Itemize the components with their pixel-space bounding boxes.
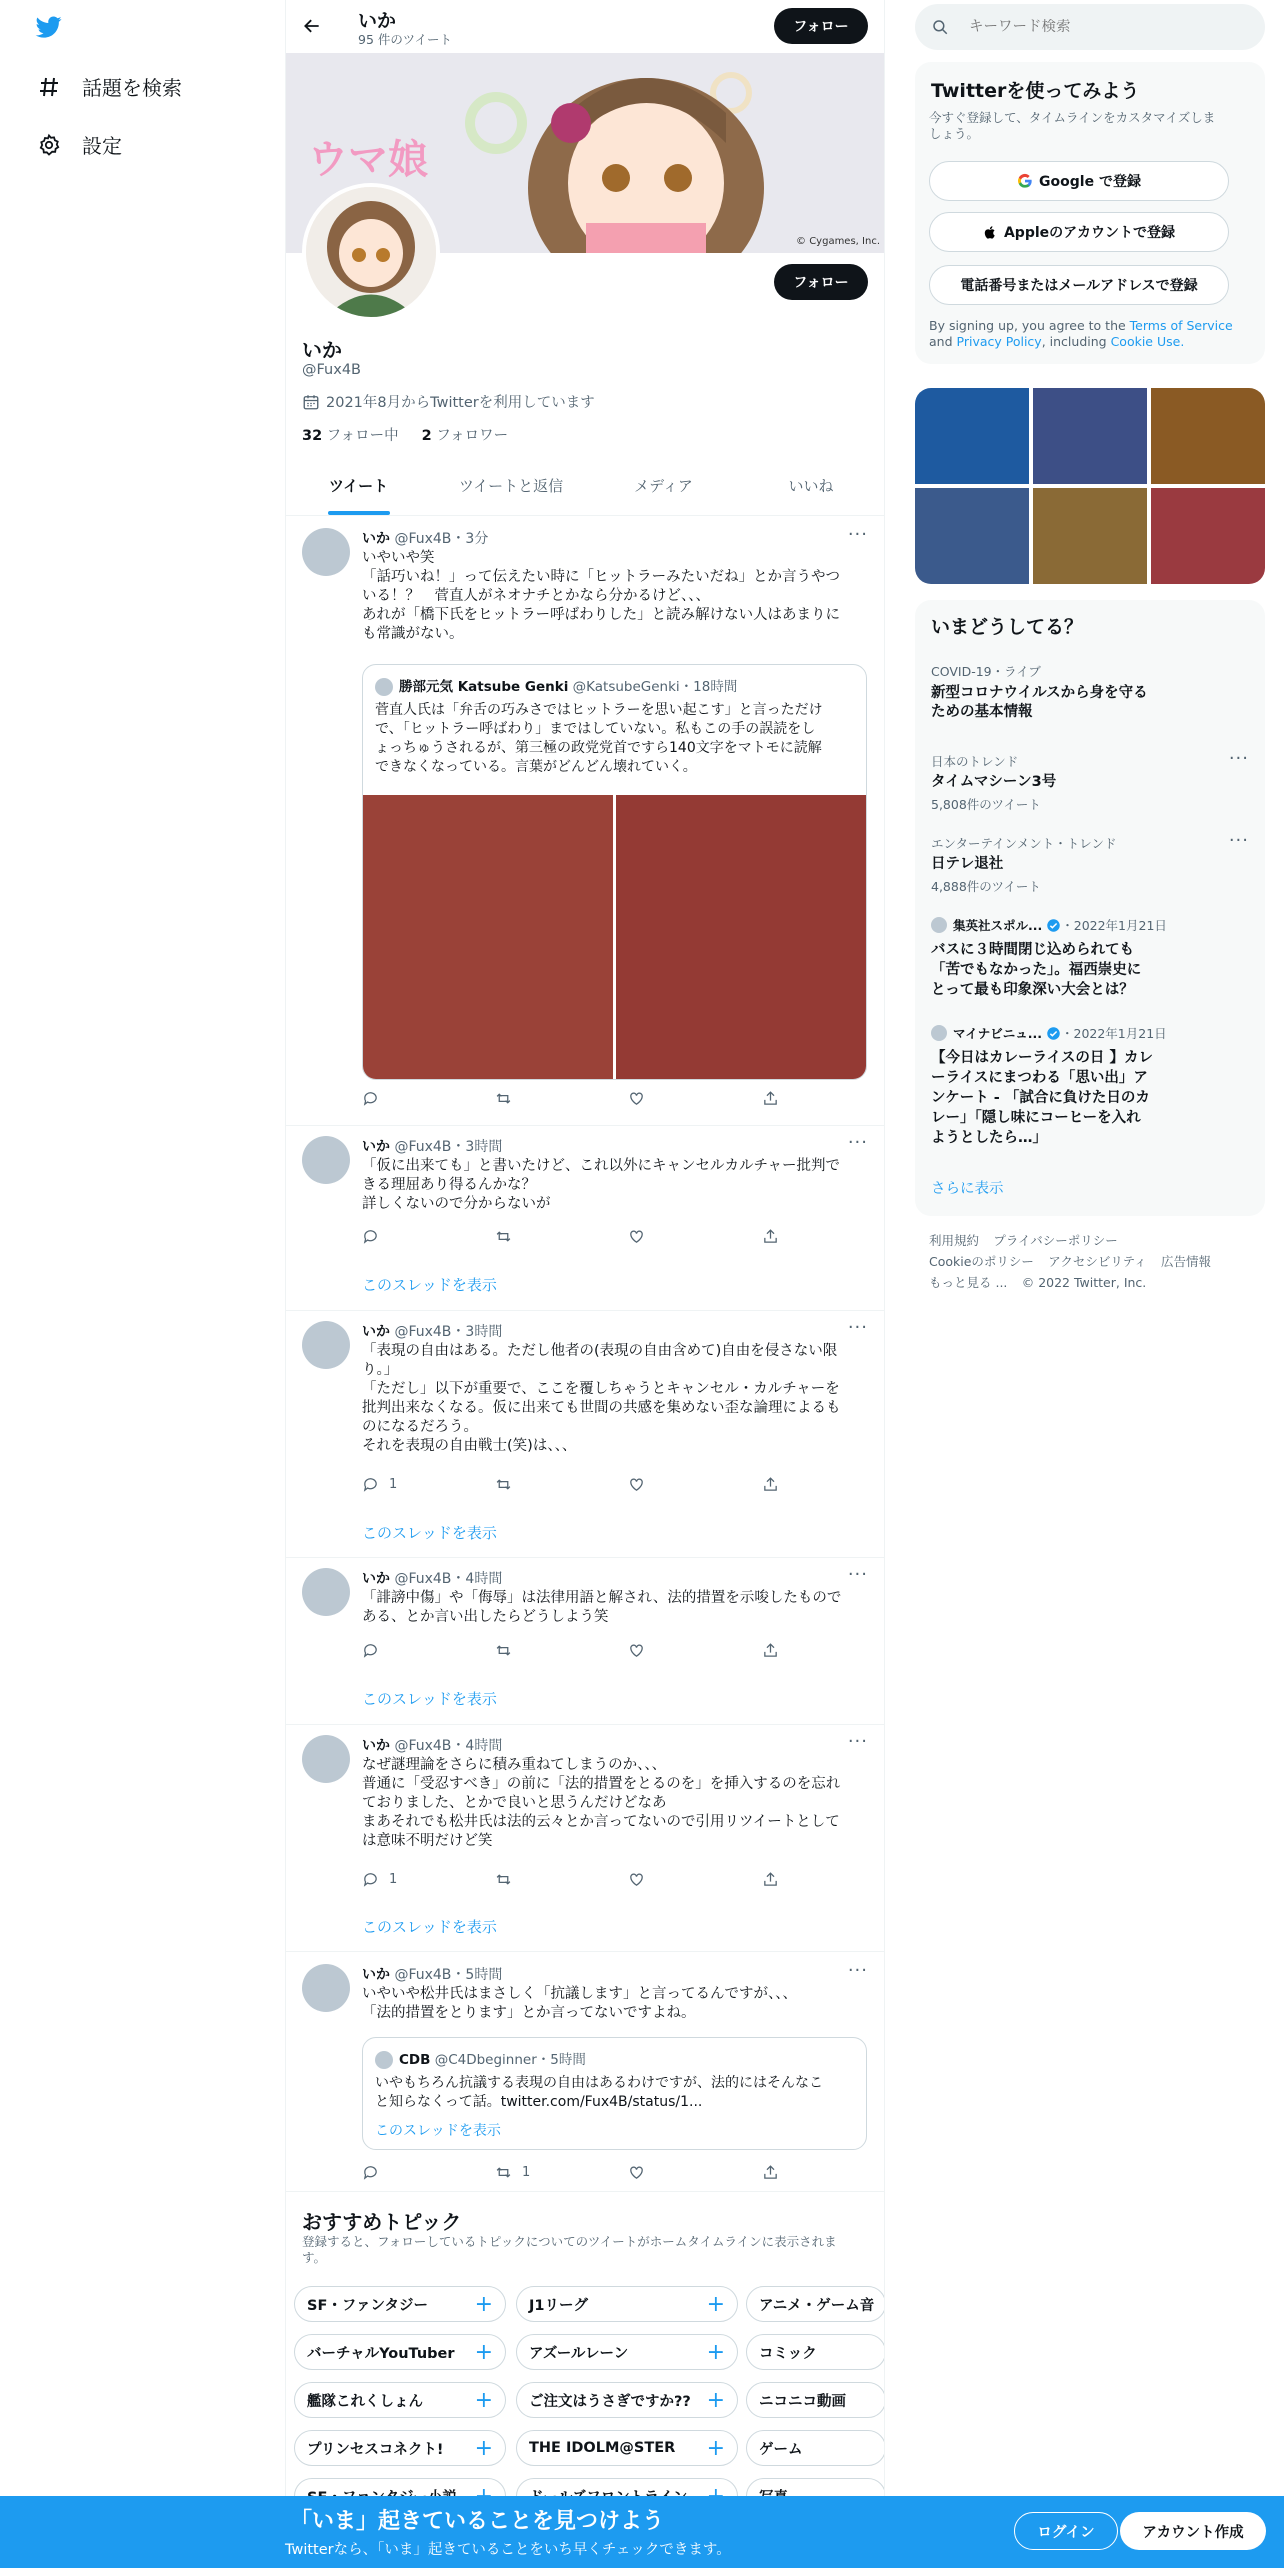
tweet-text: 「表現の自由はある。ただし他者の(表現の自由含めて)自由を侵さない限 り。」 「ただし」以下が重要で、ここを覆しちゃうとキャンセル・カルチャーを 批判出来なくなる。仮に出来ても世間の共感を集めない歪な論理によるも のになるだろう。 それを表現の自由戦士(笑)は、、、	[362, 1343, 841, 1454]
news-source-avatar	[931, 1025, 947, 1041]
tweet-header	[362, 1321, 502, 1341]
trend-title: タイムマシーン3号	[931, 774, 1057, 790]
apple-icon	[983, 225, 998, 240]
tab-tweets-label: ツイート	[328, 476, 389, 495]
plus-icon[interactable]: +	[474, 2339, 493, 2365]
reply-button[interactable]	[362, 1476, 397, 1493]
media-thumbnail[interactable]	[915, 488, 1029, 584]
topic-chip[interactable]	[516, 2334, 738, 2370]
tweet-author-name[interactable]: いか	[362, 1967, 390, 1983]
more-icon[interactable]: ···	[847, 1132, 868, 1153]
nav-settings[interactable]	[36, 130, 122, 159]
topic-label: アニメ・ゲーム音	[759, 2297, 875, 2314]
trend-title: 新型コロナウイルスから身を守る ための基本情報	[931, 685, 1148, 720]
following-label: フォロー中	[326, 428, 399, 444]
like-button[interactable]	[628, 2164, 655, 2181]
profile-avatar[interactable]	[302, 183, 440, 321]
trend-item[interactable]	[931, 662, 1251, 722]
tweet-avatar[interactable]	[302, 528, 350, 576]
topic-chip[interactable]	[746, 2286, 885, 2322]
like-button[interactable]	[628, 1642, 655, 1659]
share-icon	[762, 1476, 779, 1493]
topic-label: 艦隊これくしょん	[307, 2393, 423, 2410]
trend-more-icon[interactable]: ···	[1228, 830, 1249, 851]
tweet-avatar[interactable]	[302, 1735, 350, 1783]
footer-more-link[interactable]: もっと見る ...	[929, 1275, 1008, 1290]
share-icon	[762, 1871, 779, 1888]
news-title: バスに３時間閉じ込められても 「苦でもなかった」。福西崇史に とって最も印象深い大会とは？	[931, 942, 1142, 998]
tab-tweets-replies-label: ツイートと返信	[458, 476, 564, 495]
tweet-actions	[362, 1871, 802, 1891]
apple-signup-button[interactable]	[929, 212, 1229, 252]
plus-icon[interactable]: +	[474, 2387, 493, 2413]
trend-meta: COVID-19・ライブ	[931, 664, 1041, 679]
show-thread-link[interactable]: このスレッドを表示	[362, 1690, 497, 1708]
news-source-line	[931, 916, 1251, 934]
reply-button[interactable]	[362, 2164, 389, 2181]
reply-button[interactable]	[362, 1642, 389, 1659]
footer-copyright: © 2022 Twitter, Inc.	[1021, 1275, 1147, 1290]
tweet[interactable]	[286, 516, 885, 1126]
nav-settings-label: 設定	[82, 134, 122, 158]
retweet-button[interactable]	[495, 1642, 522, 1659]
quote-header	[375, 2048, 586, 2069]
reply-icon	[362, 1090, 379, 1107]
footer-privacy-link[interactable]: プライバシーポリシー	[993, 1233, 1118, 1248]
topic-label: ご注文はうさぎですか??	[529, 2393, 691, 2410]
more-icon[interactable]: ···	[847, 1564, 868, 1585]
topic-label: ゲーム	[759, 2441, 803, 2458]
signup-card	[915, 62, 1265, 364]
tweet-author-name[interactable]: いか	[362, 1324, 390, 1340]
header-follow-button[interactable]: フォロー	[774, 8, 868, 44]
quote-author-name: CDB	[399, 2052, 431, 2068]
retweet-count: 1	[522, 2165, 531, 2180]
tweet-actions	[362, 1228, 802, 1248]
trend-meta: エンターテインメント・トレンド	[931, 836, 1117, 851]
banner-signup-button[interactable]: アカウント作成	[1120, 2512, 1266, 2550]
reply-icon	[362, 1871, 379, 1888]
more-icon[interactable]: ···	[847, 1317, 868, 1338]
reply-icon	[362, 1228, 379, 1245]
topic-label: J1リーグ	[529, 2297, 588, 2314]
media-thumbnail[interactable]	[1033, 388, 1147, 484]
footer-line	[929, 1272, 1259, 1293]
tweet-actions	[362, 1090, 802, 1110]
topic-chip[interactable]	[746, 2430, 885, 2466]
quote-avatar	[375, 678, 393, 696]
calendar-icon	[302, 393, 320, 411]
topics-title: おすすめトピック	[302, 2210, 462, 2234]
quote-header	[375, 675, 737, 696]
trend-item[interactable]	[931, 834, 1251, 895]
banner-title: 「いま」起きていることを見つけよう	[290, 2509, 665, 2534]
nav-explore-label: 話題を検索	[82, 76, 182, 100]
more-icon[interactable]: ···	[847, 524, 868, 545]
news-date: ・2022年1月21日	[1061, 918, 1167, 933]
tweet[interactable]	[286, 1558, 885, 1725]
search-box[interactable]	[915, 4, 1265, 50]
trends-card	[915, 600, 1265, 1216]
tweet-meta: @Fux4B・4時間	[394, 1738, 503, 1754]
reply-button[interactable]	[362, 1228, 389, 1245]
news-title: 【今日はカレーライスの日 】カレ ーライスにまつわる「思い出」ア ンケート - 「試合に負けた日のカ レー」「隠し味にコーヒーを入れ ようとしたら…」	[931, 1050, 1153, 1146]
plus-icon[interactable]: +	[474, 2435, 493, 2461]
verified-icon	[1046, 918, 1061, 933]
tweet-header	[362, 1735, 502, 1755]
tab-media-label: メディア	[634, 476, 693, 495]
footer-accessibility-link[interactable]: アクセシビリティ	[1048, 1254, 1147, 1269]
media-thumbnail[interactable]	[1033, 488, 1147, 584]
verified-icon	[1046, 1026, 1061, 1041]
tweet-author-name[interactable]: いか	[362, 531, 390, 547]
back-arrow-icon[interactable]	[302, 16, 324, 38]
topic-chip[interactable]	[516, 2286, 738, 2322]
trend-more-icon[interactable]: ···	[1228, 748, 1249, 769]
tweet-header	[362, 1568, 502, 1588]
profile-name: いか	[302, 338, 342, 362]
news-source-line	[931, 1024, 1251, 1042]
tweet-avatar[interactable]	[302, 1964, 350, 2012]
profile-follow-button[interactable]: フォロー	[774, 264, 868, 300]
tab-tweets[interactable]	[286, 455, 431, 515]
share-button[interactable]	[762, 2164, 789, 2181]
tweet-meta: @Fux4B・3時間	[394, 1324, 503, 1340]
like-button[interactable]	[628, 1228, 655, 1245]
quote-author-name: 勝部元気 Katsube Genki	[399, 679, 569, 695]
google-signup-label: Google で登録	[1039, 174, 1141, 190]
retweet-icon	[495, 1642, 512, 1659]
quote-image-right[interactable]	[616, 795, 867, 1080]
share-button[interactable]	[762, 1642, 789, 1659]
tweet-text: 「仮に出来ても」と書いたけど、これ以外にキャンセルカルチャー批判で きる理屈あり得るんかな？ 詳しくないので分からないが	[362, 1158, 841, 1212]
topic-chip[interactable]	[516, 2430, 738, 2466]
topic-label: THE IDOLM@STER	[529, 2440, 676, 2456]
terms-and: and	[929, 334, 953, 349]
topic-chip[interactable]	[294, 2334, 506, 2370]
topics-subtitle: 登録すると、フォローしているトピックについてのツイートがホームタイムラインに表示されま す。	[302, 2234, 837, 2265]
reply-button[interactable]	[362, 1871, 397, 1888]
tweet-author-name[interactable]: いか	[362, 1139, 390, 1155]
reply-button[interactable]	[362, 1090, 389, 1107]
plus-icon[interactable]: +	[706, 2435, 725, 2461]
banner-subtitle: Twitterなら、「いま」起きていることをいち早くチェックできます。	[285, 2542, 731, 2558]
terms-including: , including	[1041, 334, 1111, 349]
quote-text: いやもちろん抗議する表現の自由はあるわけですが、法的にはそんなこ と知らなくって話。twitter.com/Fux4B/status/1...	[375, 2075, 823, 2110]
plus-icon[interactable]: +	[474, 2291, 493, 2317]
profile-follow-counts	[302, 424, 508, 445]
quote-meta: @KatsubeGenki・18時間	[572, 679, 738, 695]
heart-icon	[628, 1476, 645, 1493]
like-button[interactable]	[628, 1871, 655, 1888]
news-date: ・2022年1月21日	[1061, 1026, 1167, 1041]
topic-chip[interactable]	[294, 2286, 506, 2322]
tweet-avatar[interactable]	[302, 1321, 350, 1369]
signup-title: Twitterを使ってみよう	[931, 80, 1140, 102]
topic-label: バーチャルYouTuber	[307, 2345, 455, 2362]
nav-explore[interactable]	[36, 72, 182, 101]
trend-meta: 日本のトレンド	[931, 754, 1019, 769]
retweet-button[interactable]	[495, 1871, 522, 1888]
profile-handle: @Fux4B	[302, 362, 361, 378]
trend-item[interactable]	[931, 752, 1251, 813]
tweet[interactable]	[286, 1725, 885, 1952]
share-button[interactable]	[762, 1476, 789, 1493]
profile-joined-text: 2021年8月からTwitterを利用しています	[326, 395, 595, 411]
gear-icon	[36, 132, 62, 158]
retweet-button[interactable]	[495, 1228, 522, 1245]
show-thread-link[interactable]: このスレッドを表示	[362, 1524, 497, 1542]
footer-cookie-link[interactable]: Cookieのポリシー	[929, 1254, 1034, 1269]
trend-count: 5,808件のツイート	[931, 797, 1041, 812]
news-source-avatar	[931, 917, 947, 933]
followers-label: フォロワー	[436, 428, 509, 444]
footer-ads-link[interactable]: 広告情報	[1160, 1254, 1211, 1269]
tweet-text: なぜ謎理論をさらに積み重ねてしまうのか、、、 普通に「受忍すべき」の前に「法的措置をとるのを」を挿入するのを忘れ ておりました、とかで良いと思うんだけどなあ まあそれでも松井氏は法的云々とか言ってないので引用リツイートとして は意味不明だけど笑	[362, 1757, 841, 1849]
phone-email-signup-button[interactable]: 電話番号またはメールアドレスで登録	[929, 265, 1229, 305]
retweet-button[interactable]	[495, 2164, 530, 2181]
news-item[interactable]	[931, 1024, 1251, 1148]
heart-icon	[628, 1090, 645, 1107]
tweet-text: 「誹謗中傷」や「侮辱」は法律用語と解され、法的措置を示唆したもので ある、とか言い出したらどうしよう笑	[362, 1590, 842, 1625]
tweet-text: いやいや松井氏はまさしく「抗議します」と言ってるんですが、、、 「法的措置をとります」とか言ってないですよね。	[362, 1986, 797, 2021]
topic-label: アズールレーン	[529, 2345, 629, 2362]
footer-terms-link[interactable]: 利用規約	[929, 1233, 980, 1248]
topic-chip[interactable]	[516, 2382, 738, 2418]
tweet-header	[362, 528, 488, 548]
retweet-icon	[495, 2164, 512, 2181]
apple-signup-label: Appleのアカウントで登録	[1003, 225, 1176, 241]
like-button[interactable]	[628, 1090, 655, 1107]
reply-icon	[362, 2164, 379, 2181]
followers-link[interactable]	[422, 428, 508, 444]
trends-title: いまどうしてる？	[931, 616, 1084, 638]
tab-likes[interactable]	[736, 455, 885, 515]
tweet-meta: @Fux4B・5時間	[394, 1967, 503, 1983]
media-thumbnail[interactable]	[1151, 488, 1265, 584]
following-count: 32	[302, 428, 323, 444]
media-grid	[915, 388, 1265, 584]
hashtag-icon	[36, 74, 62, 100]
quote-show-thread-link[interactable]: このスレッドを表示	[375, 2123, 501, 2139]
profile-header	[286, 0, 885, 53]
share-icon	[762, 2164, 779, 2181]
topic-label: ニコニコ動画	[759, 2393, 846, 2410]
footer	[929, 1230, 1259, 1293]
share-icon	[762, 1642, 779, 1659]
followers-count: 2	[421, 428, 432, 444]
share-button[interactable]	[762, 1228, 789, 1245]
show-thread-link[interactable]: このスレッドを表示	[362, 1276, 497, 1294]
heart-icon	[628, 1228, 645, 1245]
topic-chip[interactable]	[294, 2430, 506, 2466]
twitter-logo[interactable]	[34, 14, 64, 40]
quote-text: 菅直人氏は「弁舌の巧みさではヒットラーを思い起こす」と言っただけ で、「ヒットラー呼ばわり」まではしていない。私もこの手の誤読をし ょっちゅうされるが、第三極の政党党首ですら140文字をマトモに読解 できなくなっている。言葉がどんどん壊れていく。	[375, 702, 823, 775]
tweet-actions	[362, 1476, 802, 1496]
quote-meta: @C4Dbeginner・5時間	[434, 2052, 586, 2068]
heart-icon	[628, 1871, 645, 1888]
profile-joined	[302, 391, 595, 412]
reply-icon	[362, 1476, 379, 1493]
news-source: 集英社スポル...	[953, 918, 1043, 933]
terms-prefix: By signing up, you agree to the	[929, 318, 1130, 333]
media-thumbnail[interactable]	[915, 388, 1029, 484]
google-icon	[1017, 173, 1033, 189]
tweet-avatar[interactable]	[302, 1568, 350, 1616]
plus-icon[interactable]: +	[706, 2387, 725, 2413]
heart-icon	[628, 1642, 645, 1659]
tab-likes-label: いいね	[788, 476, 834, 495]
tweet-header	[362, 1136, 502, 1156]
trend-count: 4,888件のツイート	[931, 879, 1041, 894]
share-icon	[762, 1090, 779, 1107]
plus-icon[interactable]: +	[706, 2339, 725, 2365]
tab-media[interactable]	[591, 455, 736, 515]
retweet-button[interactable]	[495, 1476, 522, 1493]
tweet-avatar[interactable]	[302, 1136, 350, 1184]
search-input[interactable]	[969, 19, 1239, 35]
heart-icon	[628, 2164, 645, 2181]
reply-count: 1	[389, 1477, 398, 1492]
share-button[interactable]	[762, 1090, 789, 1107]
topic-chip[interactable]	[294, 2382, 506, 2418]
quote-image-left[interactable]	[363, 795, 613, 1080]
terms-link[interactable]: Terms of Service	[1129, 318, 1233, 333]
tweet-meta: @Fux4B・3分	[394, 531, 489, 547]
header-name: いか	[358, 10, 397, 32]
main-column	[285, 0, 885, 2568]
tweet-author-name[interactable]: いか	[362, 1571, 390, 1587]
topic-chip[interactable]	[746, 2382, 885, 2418]
tweet[interactable]	[286, 1311, 885, 1558]
topic-label: SF・ファンタジー	[307, 2297, 428, 2314]
show-thread-link[interactable]: このスレッドを表示	[362, 1918, 497, 1936]
tab-tweets-replies[interactable]	[431, 455, 591, 515]
banner-credit: © Cygames, Inc.	[796, 236, 880, 247]
tweet-text: いやいや笑 「話巧いね！」って伝えたい時に「ヒットラーみたいだね」とか言うやつ いる！？ 菅直人がネオナチとかなら分かるけど、、、 あれが「橋下氏をヒットラー呼ばわりした」と読み解けない人はあまりに も常識がない。	[362, 550, 841, 642]
google-signup-button[interactable]	[929, 161, 1229, 201]
trends-show-more[interactable]: さらに表示	[931, 1181, 1004, 1197]
right-column	[915, 0, 1265, 2568]
trend-title: 日テレ退社	[931, 856, 1004, 872]
search-icon	[931, 18, 949, 36]
signup-banner	[0, 2496, 1284, 2568]
header-tweet-count: 95 件のツイート	[358, 32, 453, 47]
reply-icon	[362, 1642, 379, 1659]
quote-avatar	[375, 2051, 393, 2069]
tweet-author-name[interactable]: いか	[362, 1738, 390, 1754]
plus-icon[interactable]: +	[706, 2291, 725, 2317]
tweet-actions	[362, 1642, 802, 1662]
signup-subtitle: 今すぐ登録して、タイムラインをカスタマイズしま しょう。	[929, 110, 1216, 141]
topic-label: コミック	[759, 2345, 817, 2362]
footer-line	[929, 1251, 1259, 1272]
tweet-header	[362, 1964, 502, 1984]
signup-terms	[929, 318, 1254, 350]
like-button[interactable]	[628, 1476, 655, 1493]
following-link[interactable]	[302, 428, 399, 444]
privacy-link[interactable]: Privacy Policy	[956, 334, 1042, 349]
retweet-icon	[495, 1228, 512, 1245]
quote-tweet[interactable]	[362, 664, 867, 1080]
more-icon[interactable]: ···	[847, 1960, 868, 1981]
retweet-button[interactable]	[495, 1090, 522, 1107]
tweet[interactable]	[286, 1126, 885, 1311]
footer-line	[929, 1230, 1259, 1251]
tweet-actions	[362, 2164, 802, 2184]
svg-text:ウマ娘: ウマ娘	[308, 138, 428, 182]
tweet-meta: @Fux4B・3時間	[394, 1139, 503, 1155]
retweet-icon	[495, 1090, 512, 1107]
news-item[interactable]	[931, 916, 1251, 1000]
banner-login-button[interactable]: ログイン	[1014, 2512, 1118, 2550]
tweet[interactable]	[286, 1952, 885, 2192]
retweet-icon	[495, 1476, 512, 1493]
retweet-icon	[495, 1871, 512, 1888]
left-nav	[0, 0, 285, 2568]
quote-tweet[interactable]	[362, 2037, 867, 2150]
topic-chip[interactable]	[746, 2334, 885, 2370]
more-icon[interactable]: ···	[847, 1731, 868, 1752]
news-source: マイナビニュ...	[953, 1026, 1042, 1041]
share-button[interactable]	[762, 1871, 789, 1888]
topic-label: プリンセスコネクト!	[307, 2441, 444, 2458]
share-icon	[762, 1228, 779, 1245]
reply-count: 1	[389, 1872, 398, 1887]
media-thumbnail[interactable]	[1151, 388, 1265, 484]
cookie-link[interactable]: Cookie Use.	[1110, 334, 1185, 349]
tweet-meta: @Fux4B・4時間	[394, 1571, 503, 1587]
